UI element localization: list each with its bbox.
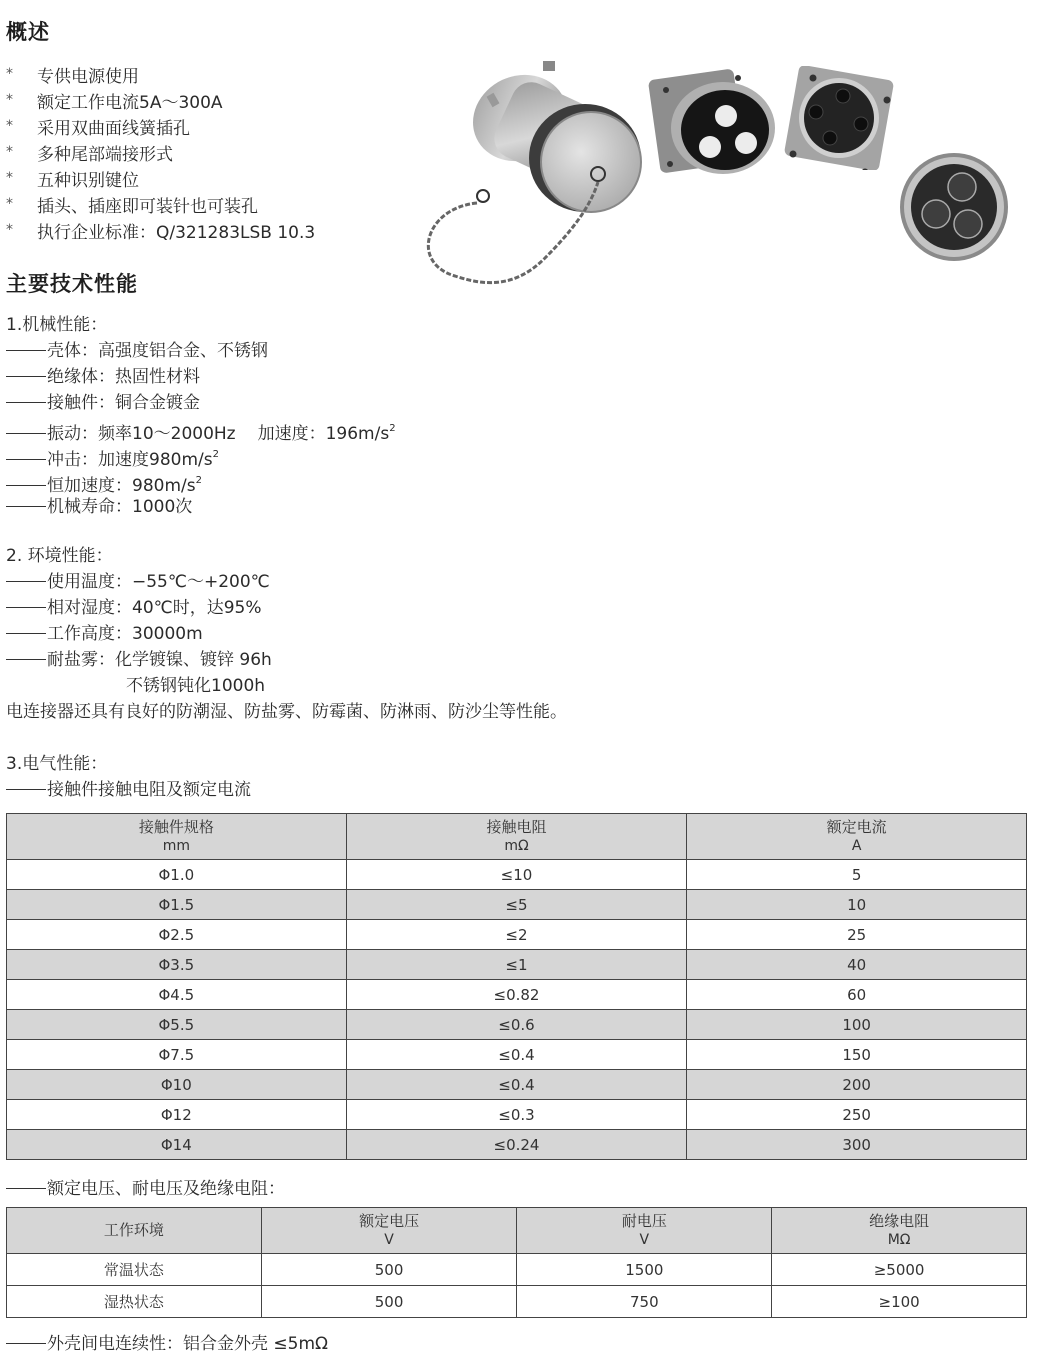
table-cell: 25 — [687, 920, 1027, 950]
table-cell: 10 — [687, 890, 1027, 920]
specs-title: 主要技术性能 — [6, 272, 138, 296]
table-row — [7, 1010, 1027, 1040]
spec-continuation: 不锈钢钝化1000h — [126, 676, 266, 696]
spec-item — [6, 416, 396, 442]
spec-label: 耐盐雾： — [47, 650, 115, 670]
spec-label: 接触件： — [47, 393, 115, 413]
spec-label: 振动： — [47, 424, 98, 444]
overview-bullet-list — [6, 61, 315, 243]
list-item — [6, 217, 315, 243]
table-cell: Φ10 — [7, 1070, 347, 1100]
table-cell: 750 — [517, 1286, 772, 1318]
list-item — [6, 61, 315, 87]
table-row — [7, 1070, 1027, 1100]
spec-label: 壳体： — [47, 341, 98, 361]
table-cell: ≥100 — [772, 1286, 1027, 1318]
table-cell: Φ1.0 — [7, 860, 347, 890]
spec-value: 热固性材料 — [115, 367, 200, 387]
dash-marker — [6, 581, 46, 582]
bullet-text: 专供电源使用 — [37, 66, 139, 87]
dash-marker — [6, 659, 46, 660]
table-row — [7, 980, 1027, 1010]
table-cell: ≤0.6 — [346, 1010, 687, 1040]
spec-value: 加速度980m/s — [98, 450, 213, 470]
dash-marker — [6, 1188, 46, 1189]
spec-value: 频率10～2000Hz — [98, 424, 236, 444]
table-cell: Φ12 — [7, 1100, 347, 1130]
caption-text: 接触件接触电阻及额定电流 — [47, 780, 251, 800]
spec-value: 1000次 — [132, 497, 193, 517]
spec-item — [6, 621, 567, 647]
dash-marker — [6, 350, 46, 351]
table-row — [7, 950, 1027, 980]
dash-marker — [6, 506, 46, 507]
table-row — [7, 860, 1027, 890]
table-cell: 500 — [261, 1286, 517, 1318]
list-item — [6, 191, 315, 217]
spec-value: 40℃时，达95% — [132, 598, 262, 618]
bullet-text: 多种尾部端接形式 — [37, 144, 173, 165]
superscript: 2 — [389, 423, 396, 434]
table-cell: Φ4.5 — [7, 980, 347, 1010]
table-cell: 100 — [687, 1010, 1027, 1040]
spec-item — [6, 569, 567, 595]
spec-item — [6, 647, 567, 673]
spec-label: 冲击： — [47, 450, 98, 470]
spec-label: 使用温度： — [47, 572, 132, 592]
table-cell: ≤0.4 — [346, 1070, 687, 1100]
electrical-section — [6, 751, 251, 803]
superscript: 2 — [212, 449, 219, 460]
environmental-summary: 电连接器还具有良好的防潮湿、防盐雾、防霉菌、防淋雨、防沙尘等性能。 — [6, 702, 567, 722]
table-cell: ≤0.24 — [346, 1130, 687, 1160]
list-item — [6, 139, 315, 165]
dash-marker — [6, 485, 46, 486]
environmental-section — [6, 543, 567, 725]
spec-item — [6, 468, 396, 494]
bullet-star-icon: * — [6, 118, 13, 134]
voltage-insulation-table — [6, 1207, 1027, 1318]
bullet-text: 执行企业标准：Q/321283LSB 10.3 — [37, 222, 316, 243]
table-row — [7, 920, 1027, 950]
spec-value: 196m/s — [325, 424, 390, 444]
column-header: 绝缘电阻 MΩ — [772, 1208, 1027, 1254]
table-cell: Φ7.5 — [7, 1040, 347, 1070]
round-connector-3-socket-image — [898, 152, 1010, 262]
table-cell: 湿热状态 — [7, 1286, 262, 1318]
dash-marker — [6, 459, 46, 460]
spec-label: 恒加速度： — [47, 476, 132, 496]
spec-item — [6, 442, 396, 468]
contact-table-caption — [6, 777, 251, 803]
column-header: 额定电流 A — [687, 814, 1027, 860]
dash-marker — [6, 789, 46, 790]
table-row — [7, 1130, 1027, 1160]
spec-item — [6, 364, 396, 390]
bullet-star-icon: * — [6, 222, 13, 238]
bullet-text: 采用双曲面线簧插孔 — [37, 118, 190, 139]
bullet-star-icon: * — [6, 66, 13, 82]
spec-value: 铜合金镀金 — [115, 393, 200, 413]
table-cell: 60 — [687, 980, 1027, 1010]
overview-title: 概述 — [6, 20, 50, 44]
square-flange-receptacle-4-pin-image — [783, 66, 895, 170]
bullet-text: 五种识别键位 — [37, 170, 139, 191]
table-cell: ≤10 — [346, 860, 687, 890]
dash-marker — [6, 402, 46, 403]
column-header: 工作环境 — [7, 1208, 262, 1254]
table-cell: 150 — [687, 1040, 1027, 1070]
table-cell: 200 — [687, 1070, 1027, 1100]
spec-label: 加速度： — [257, 424, 326, 444]
shell-continuity-line — [6, 1331, 328, 1357]
table-cell: Φ2.5 — [7, 920, 347, 950]
bullet-star-icon: * — [6, 170, 13, 186]
voltage-table-caption — [6, 1176, 285, 1202]
table-cell: ≤1 — [346, 950, 687, 980]
table-cell: ≤5 — [346, 890, 687, 920]
table-cell: ≤0.3 — [346, 1100, 687, 1130]
environmental-heading: 2. 环境性能： — [6, 546, 113, 566]
spec-label: 机械寿命： — [47, 497, 132, 517]
table-cell: ≤0.82 — [346, 980, 687, 1010]
table-cell: 5 — [687, 860, 1027, 890]
table-cell: ≥5000 — [772, 1254, 1027, 1286]
table-cell: 250 — [687, 1100, 1027, 1130]
table-cell: Φ1.5 — [7, 890, 347, 920]
mechanical-section — [6, 312, 396, 520]
spec-value: 高强度铝合金、不锈钢 — [98, 341, 268, 361]
table-cell: ≤0.4 — [346, 1040, 687, 1070]
column-header: 接触电阻 mΩ — [346, 814, 687, 860]
table-cell: 40 — [687, 950, 1027, 980]
table-row — [7, 890, 1027, 920]
dash-marker — [6, 433, 46, 434]
square-flange-receptacle-3-pin-image — [648, 68, 780, 176]
table-row — [7, 1040, 1027, 1070]
electrical-heading: 3.电气性能： — [6, 754, 108, 774]
dash-marker — [6, 633, 46, 634]
spec-item — [6, 494, 396, 520]
column-header: 额定电压 V — [261, 1208, 517, 1254]
table-cell: Φ14 — [7, 1130, 347, 1160]
spec-label: 工作高度： — [47, 624, 132, 644]
spec-label: 绝缘体： — [47, 367, 115, 387]
caption-text: 额定电压、耐电压及绝缘电阻： — [47, 1179, 285, 1199]
list-item — [6, 87, 315, 113]
bullet-text: 插头、插座即可装针也可装孔 — [37, 196, 258, 217]
list-item — [6, 113, 315, 139]
contact-resistance-table — [6, 813, 1027, 1160]
spec-value: 30000m — [132, 624, 203, 644]
table-cell: Φ5.5 — [7, 1010, 347, 1040]
column-header: 接触件规格 mm — [7, 814, 347, 860]
spec-item — [6, 595, 567, 621]
column-header: 耐电压 V — [517, 1208, 772, 1254]
superscript: 2 — [195, 475, 202, 486]
list-item — [6, 165, 315, 191]
table-cell: 500 — [261, 1254, 517, 1286]
bullet-text: 额定工作电流5A～300A — [37, 92, 223, 113]
dash-marker — [6, 1343, 46, 1344]
table-cell: 300 — [687, 1130, 1027, 1160]
table-cell: 常温状态 — [7, 1254, 262, 1286]
table-cell: Φ3.5 — [7, 950, 347, 980]
spec-value: −55℃～+200℃ — [132, 572, 270, 592]
spec-value: 外壳间电连续性：铝合金外壳 ≤5mΩ — [47, 1334, 329, 1354]
table-row — [7, 1254, 1027, 1286]
dash-marker — [6, 607, 46, 608]
spec-value: 980m/s — [132, 476, 196, 496]
table-row — [7, 1286, 1027, 1318]
bullet-star-icon: * — [6, 196, 13, 212]
spec-item — [6, 338, 396, 364]
table-cell: 1500 — [517, 1254, 772, 1286]
spec-value: 化学镀镍、镀锌 96h — [115, 650, 272, 670]
bullet-star-icon: * — [6, 144, 13, 160]
spec-item — [6, 390, 396, 416]
spec-label: 相对湿度： — [47, 598, 132, 618]
dash-marker — [6, 376, 46, 377]
mechanical-heading: 1.机械性能： — [6, 315, 108, 335]
table-row — [7, 1100, 1027, 1130]
plug-with-cap-chain-image — [415, 58, 650, 298]
bullet-star-icon: * — [6, 92, 13, 108]
table-cell: ≤2 — [346, 920, 687, 950]
